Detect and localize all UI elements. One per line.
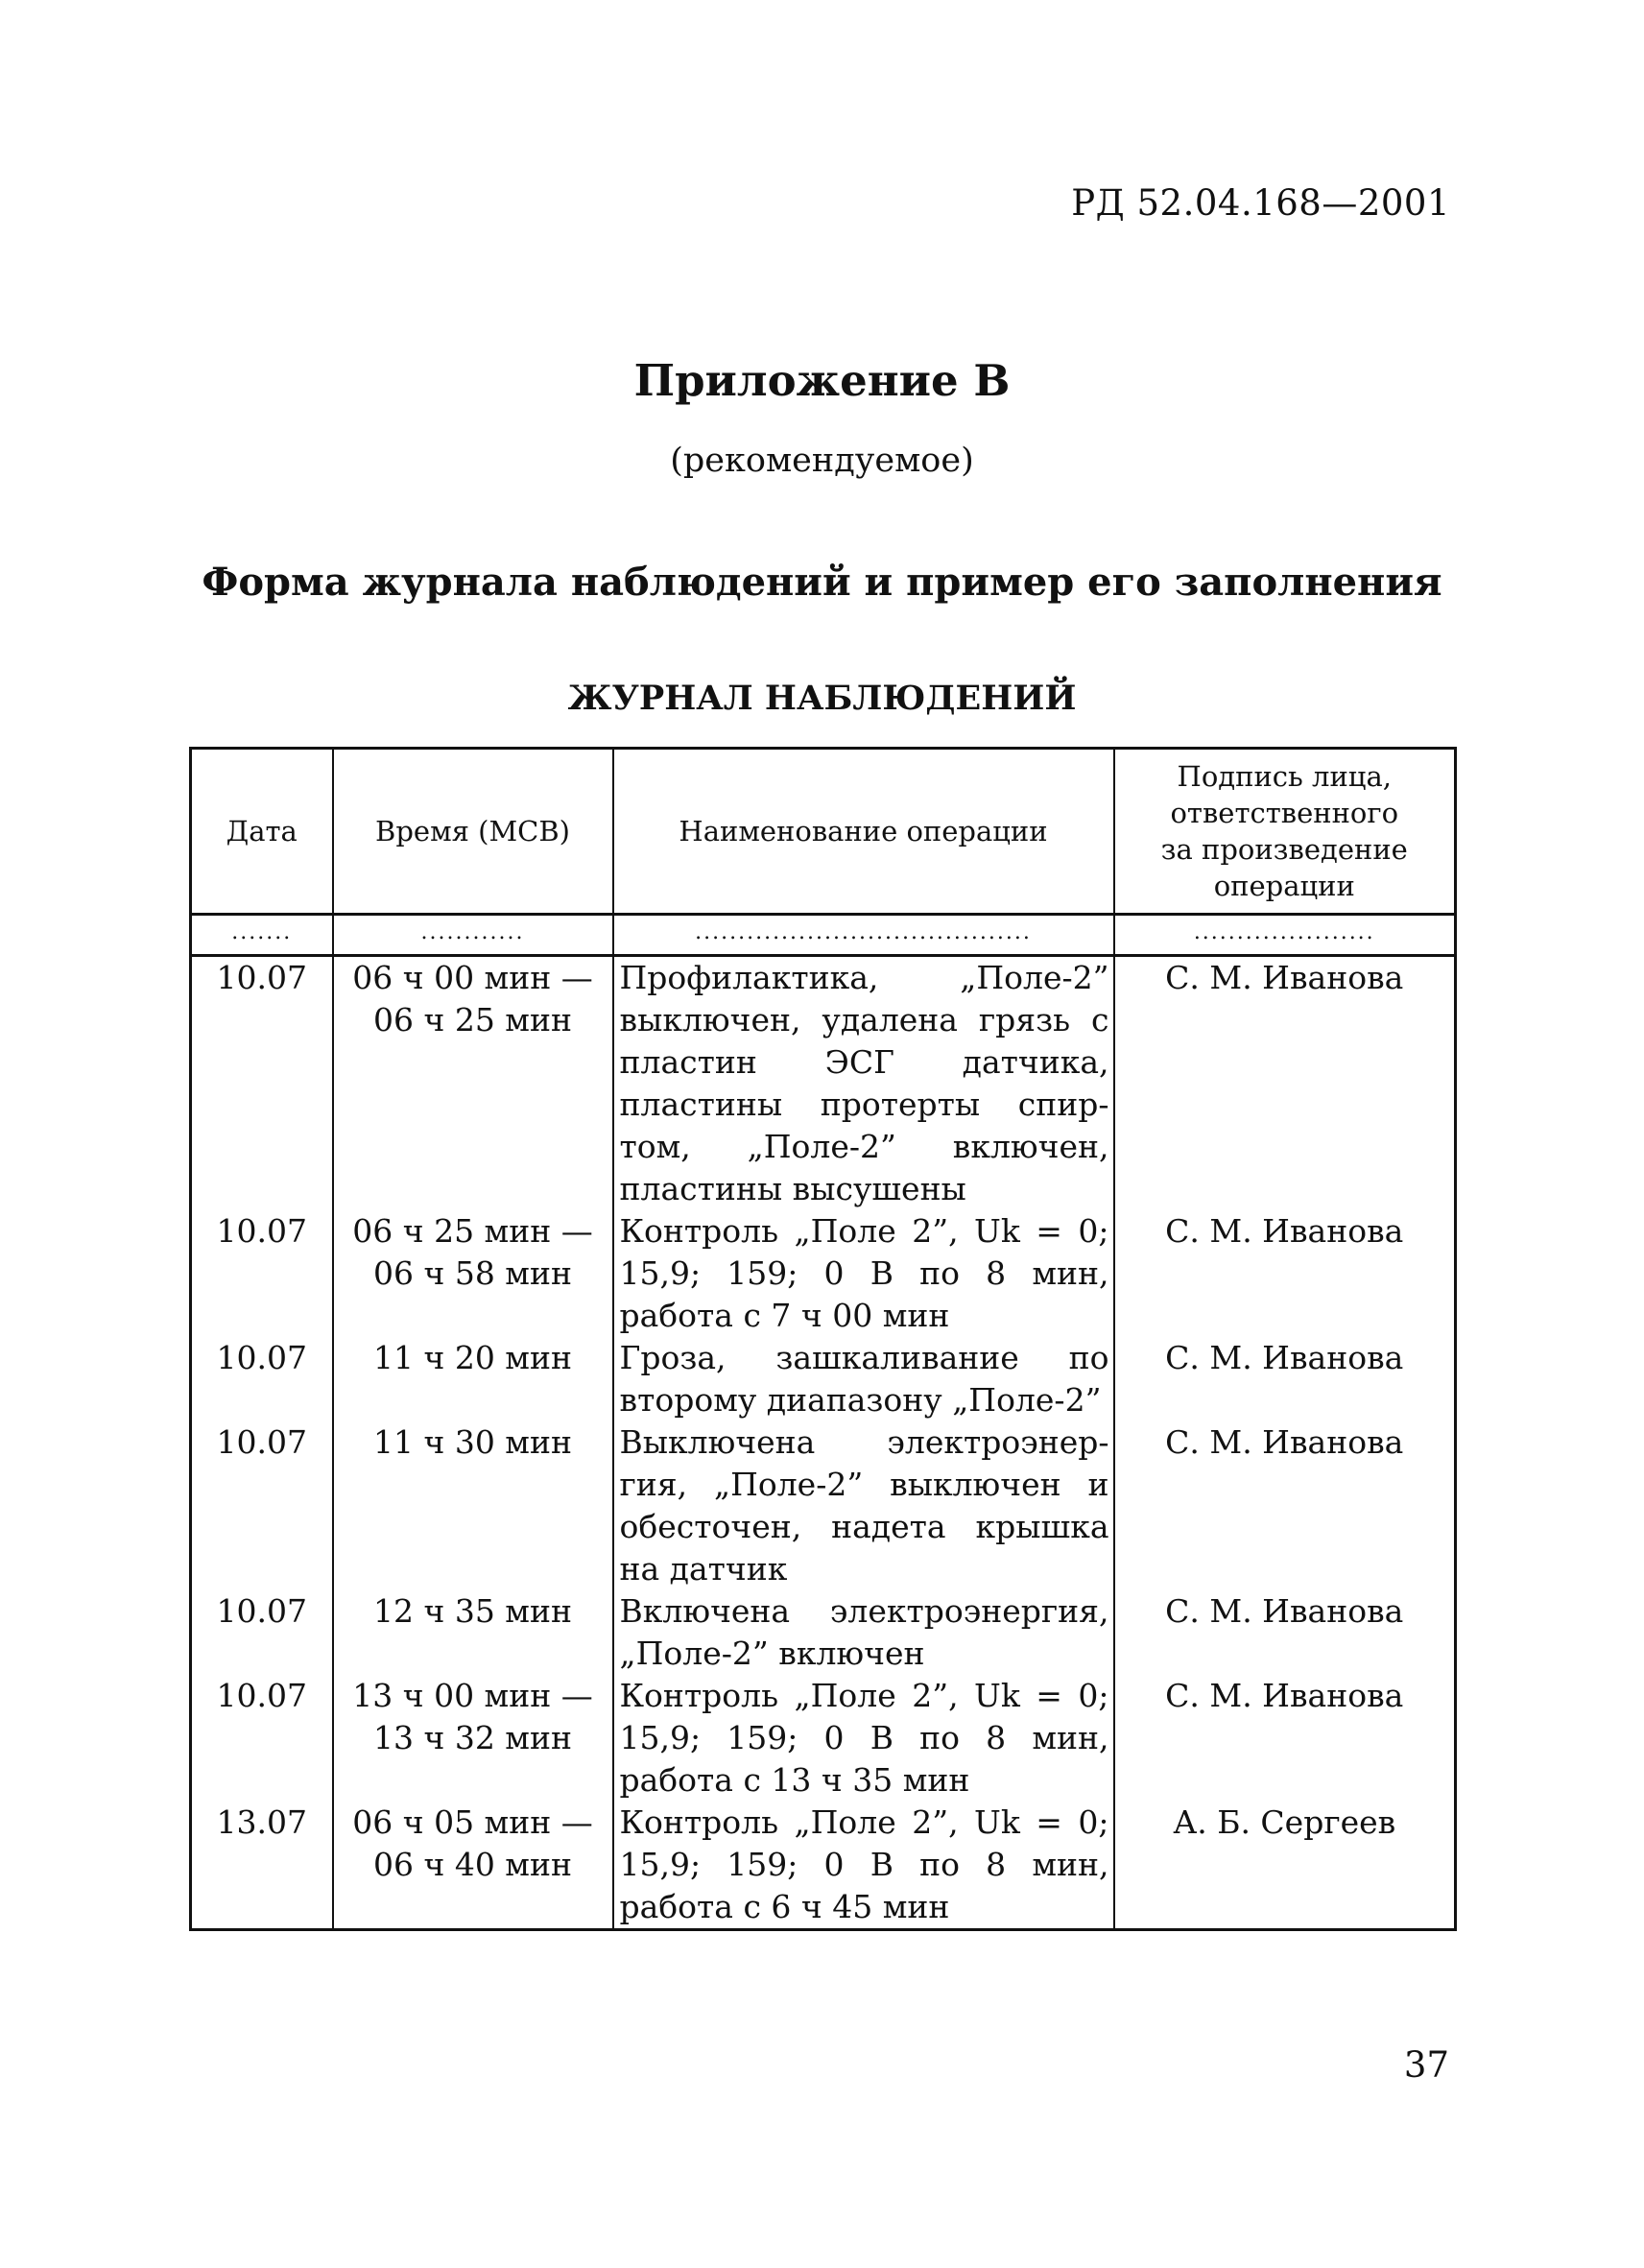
table-row <box>191 956 1456 1211</box>
operation-line: Выключена электроэнер- <box>619 1423 1109 1461</box>
operation-cell <box>613 1337 1114 1421</box>
table-header-row <box>191 749 1456 915</box>
table-row <box>191 1421 1456 1590</box>
table-row <box>191 1337 1456 1421</box>
operation-line: Контроль „Поле 2”, Uk = 0; <box>619 1677 1109 1714</box>
time-line: 12 ч 35 мин <box>373 1592 572 1630</box>
operation-line: работа с 6 ч 45 мин <box>619 1888 950 1925</box>
ellipsis-cell: ............ <box>333 915 613 956</box>
journal-title: ЖУРНАЛ НАБЛЮДЕНИЙ <box>567 679 1077 718</box>
table-row <box>191 1802 1456 1930</box>
operation-cell <box>613 1421 1114 1590</box>
operation-line: пластины протерты спир- <box>619 1086 1109 1123</box>
signer-cell: С. М. Иванова <box>1114 956 1456 1211</box>
time-line: 11 ч 20 мин <box>373 1339 572 1376</box>
time-line: 06 ч 05 мин — <box>352 1803 593 1841</box>
ellipsis-cell: ....................................... <box>613 915 1114 956</box>
time-cell <box>333 1802 613 1930</box>
operation-cell <box>613 1802 1114 1930</box>
date-cell: 10.07 <box>191 956 333 1211</box>
date-cell: 10.07 <box>191 1210 333 1337</box>
operation-line: Контроль „Поле 2”, Uk = 0; <box>619 1212 1109 1250</box>
time-cell <box>333 1590 613 1675</box>
date-cell: 10.07 <box>191 1421 333 1590</box>
appendix-subtitle: (рекомендуемое) <box>670 442 974 480</box>
date-cell: 10.07 <box>191 1675 333 1802</box>
date-cell: 10.07 <box>191 1337 333 1421</box>
operation-line: работа с 13 ч 35 мин <box>619 1761 970 1799</box>
time-line: 06 ч 58 мин <box>373 1254 572 1292</box>
signer-cell: С. М. Иванова <box>1114 1590 1456 1675</box>
appendix-title: Приложение В <box>633 355 1011 406</box>
time-cell <box>333 1337 613 1421</box>
ellipsis-cell: ..................... <box>1114 915 1456 956</box>
table-row <box>191 1590 1456 1675</box>
document-code: РД 52.04.168—2001 <box>1071 182 1450 224</box>
ellipsis-row <box>191 915 1456 956</box>
signer-cell: С. М. Иванова <box>1114 1337 1456 1421</box>
section-title: Форма журнала наблюдений и пример его заполнения <box>202 560 1442 605</box>
column-header-operation: Наименование операции <box>613 749 1114 915</box>
time-line: 11 ч 30 мин <box>373 1423 572 1461</box>
time-cell <box>333 1675 613 1802</box>
operation-line: второму диапазону „Поле-2” <box>619 1381 1102 1419</box>
operation-line: обесточен, надета крышка <box>619 1508 1109 1545</box>
column-header-signature: Подпись лица, ответственного за произведение операции <box>1114 749 1456 915</box>
operation-line: пластин ЭСГ датчика, <box>619 1043 1109 1081</box>
table-row <box>191 1210 1456 1337</box>
time-line: 13 ч 00 мин — <box>352 1677 593 1714</box>
signer-cell: С. М. Иванова <box>1114 1675 1456 1802</box>
operation-cell <box>613 1590 1114 1675</box>
time-line: 06 ч 25 мин <box>373 1001 572 1039</box>
time-cell <box>333 1210 613 1337</box>
operation-cell <box>613 1675 1114 1802</box>
time-line: 06 ч 25 мин — <box>352 1212 593 1250</box>
signer-cell: А. Б. Сергеев <box>1114 1802 1456 1930</box>
observation-journal-table <box>189 747 1457 1931</box>
operation-cell <box>613 1210 1114 1337</box>
column-header-time: Время (МСВ) <box>333 749 613 915</box>
date-cell: 10.07 <box>191 1590 333 1675</box>
time-cell <box>333 956 613 1211</box>
table-row <box>191 1675 1456 1802</box>
time-line: 06 ч 00 мин — <box>352 959 593 996</box>
operation-line: выключен, удалена грязь с <box>619 1001 1109 1039</box>
operation-line: на датчик <box>619 1550 788 1588</box>
signer-cell: С. М. Иванова <box>1114 1210 1456 1337</box>
time-cell <box>333 1421 613 1590</box>
operation-line: Контроль „Поле 2”, Uk = 0; <box>619 1803 1109 1841</box>
operation-line: „Поле-2” включен <box>619 1635 925 1672</box>
operation-line: Гроза, зашкаливание по <box>619 1339 1109 1376</box>
operation-line: 15,9; 159; 0 В по 8 мин, <box>619 1846 1109 1883</box>
operation-line: 15,9; 159; 0 В по 8 мин, <box>619 1719 1109 1756</box>
operation-line: Профилактика, „Поле-2” <box>619 959 1109 996</box>
column-header-date: Дата <box>191 749 333 915</box>
time-line: 06 ч 40 мин <box>373 1846 572 1883</box>
operation-line: 15,9; 159; 0 В по 8 мин, <box>619 1254 1109 1292</box>
time-line: 13 ч 32 мин <box>373 1719 572 1756</box>
ellipsis-cell: ....... <box>191 915 333 956</box>
operation-line: пластины высушены <box>619 1170 966 1207</box>
operation-line: работа с 7 ч 00 мин <box>619 1297 950 1334</box>
date-cell: 13.07 <box>191 1802 333 1930</box>
operation-line: том, „Поле-2” включен, <box>619 1128 1109 1165</box>
operation-line: гия, „Поле-2” выключен и <box>619 1466 1109 1503</box>
page-number: 37 <box>1403 2044 1449 2086</box>
operation-line: Включена электроэнергия, <box>619 1592 1109 1630</box>
signer-cell: С. М. Иванова <box>1114 1421 1456 1590</box>
operation-cell <box>613 956 1114 1211</box>
